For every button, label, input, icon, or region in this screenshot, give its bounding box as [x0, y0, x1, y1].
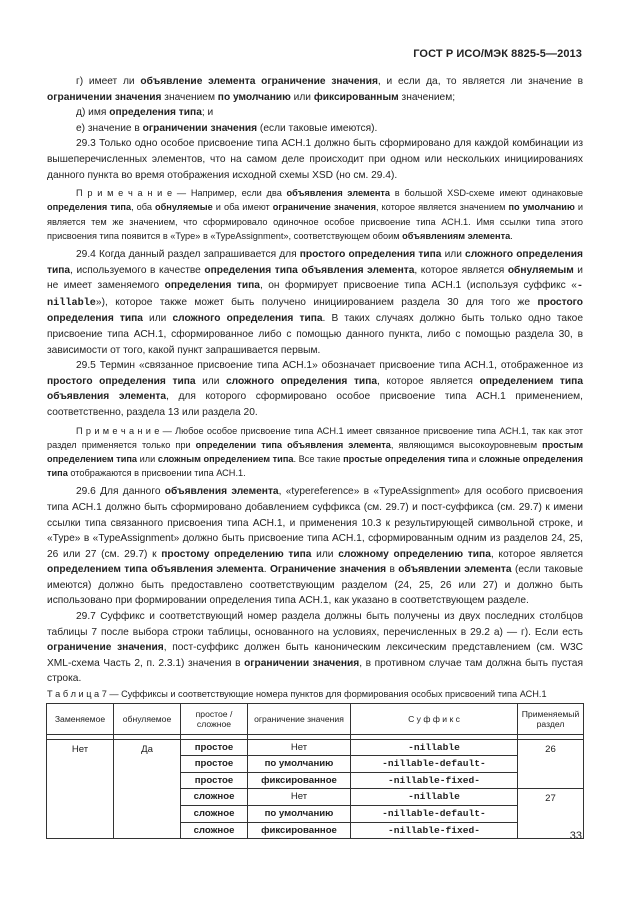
paragraph-e: е) значение в ограничении значения (если таковые имеются). — [76, 122, 378, 134]
cell-nillable: Да — [114, 739, 181, 839]
paragraph-29-7: 29.7 Суффикс и соответствующий номер раздела должны быть получены из двух последних столбцов таблицы 7 после выбора строки таблицы, основанного на условиях, перечисленных в 29.2 а) — г). Если есть ограничение значения, пост-суффикс должен быть каноническим лексическим представлением (см. W3C XML-схема Часть 2, п. 2.3.1) значения в ограничении значения, в противном случае там должна быть пустая строка. — [47, 611, 583, 685]
cell-constraint: фиксированное — [248, 772, 351, 789]
cell-suffix: -nillable — [351, 789, 518, 806]
cell-kind: сложное — [181, 806, 248, 823]
cell-replaceable: Нет — [47, 739, 114, 839]
col-header-nillable: обнуляемое — [114, 703, 181, 734]
cell-kind: простое — [181, 739, 248, 756]
col-header-simple-complex: простое / сложное — [181, 703, 248, 734]
table-caption: Т а б л и ц а 7 — Суффиксы и соответствующие номера пунктов для формирования особых присвоений типа АСН.1 — [47, 689, 547, 700]
cell-constraint: Нет — [248, 789, 351, 806]
cell-suffix: -nillable — [351, 739, 518, 756]
col-header-suffix: С у ф ф и к с — [351, 703, 518, 734]
cell-constraint: по умолчанию — [248, 806, 351, 823]
cell-kind: простое — [181, 772, 248, 789]
page-number: 33 — [569, 830, 582, 842]
table-row — [47, 739, 584, 756]
cell-clause: 27 — [518, 789, 584, 839]
paragraph-g: г) имеет ли объявление элемента ограничение значения, и если да, то является ли значение в ограничении значения значением по умолчанию или фиксированным значением; — [47, 76, 583, 103]
cell-suffix: -nillable-default- — [351, 756, 518, 773]
col-header-value-constraint: ограничение значения — [248, 703, 351, 734]
cell-clause: 26 — [518, 739, 584, 789]
cell-kind: сложное — [181, 789, 248, 806]
table-header-row — [47, 703, 584, 734]
cell-kind: простое — [181, 756, 248, 773]
document-body — [47, 74, 583, 839]
cell-constraint: фиксированное — [248, 822, 351, 839]
note-1: П р и м е ч а н и е — Например, если два объявления элемента в большой XSD-схеме имеют одинаковые определения типа, оба обнуляемые и оба имеют ограничение значения, которое является значением по умолчанию и является тем же значением, что сформировало одиночное особое присвоение типа АСН.1. Имя ссылки типа этого присвоения типа появится в «Type» в «TypeAssignment», соответствующем обоим объявлениям элемента. — [47, 188, 583, 241]
paragraph-d: д) имя определения типа; и — [76, 107, 214, 119]
cell-constraint: по умолчанию — [248, 756, 351, 773]
cell-suffix: -nillable-fixed- — [351, 772, 518, 789]
paragraph-29-3: 29.3 Только одно особое присвоение типа АСН.1 должно быть сформировано для каждой комбинации из вышеперечисленных элементов, что на самом деле происходит при одном или нескольких инициированиях данного пункта во время отображения исходной схемы XSD (но см. 29.4). — [47, 138, 583, 181]
paragraph-29-6: 29.6 Для данного объявления элемента, «typereference» в «TypeAssignment» для особого присвоения типа АСН.1 должно быть сформировано добавлением суффикса (см. 29.7) и пост-суффикса (см. 29.7) к имени ссылки типа связанного присвоения типа АСН.1, и применения 10.3 к результирующей символьной строке, и «Type» в «TypeAssignment» должно быть присвоение типа АСН.1, сформированным одним из разделов 24, 25, 26 или 27 (см. 29.7) к простому определению типа или сложному определению типа, которое является определением типа объявления элемента. Ограничение значения в объявлении элемента (если таковые имеются) должно быть предоставлено соответствующим разделом (24, 25, 26 или 27) и должно быть использовано при формировании определения типа АСН.1, как указано в соответствующем разделе. — [47, 486, 583, 607]
col-header-clause: Применяемый раздел — [518, 703, 584, 734]
cell-suffix: -nillable-default- — [351, 806, 518, 823]
cell-constraint: Нет — [248, 739, 351, 756]
note-2: П р и м е ч а н и е — Любое особое присвоение типа АСН.1 имеет связанное присвоение типа АСН.1, так как этот раздел применяется только при определении типа объявления элемента, являющимся высокоуровневым простым определением типа или сложным определением типа. Все такие простые определения типа и сложные определения типа отображаются в присвоении типа АСН.1. — [47, 425, 583, 479]
cell-kind: сложное — [181, 822, 248, 839]
paragraph-29-5: 29.5 Термин «связанное присвоение типа АСН.1» обозначает присвоение типа АСН.1, отображенное из простого определения типа или сложного определения типа, которое является определением типа объявления элемента, для которого сформировано особое присвоение типа АСН.1 применением, соответственно, раздела 13 или раздела 20. — [47, 360, 583, 418]
document-header: ГОСТ Р ИСО/МЭК 8825-5—2013 — [413, 48, 582, 60]
cell-suffix: -nillable-fixed- — [351, 822, 518, 839]
col-header-replaceable: Заменяемое — [47, 703, 114, 734]
suffix-table — [46, 703, 584, 840]
paragraph-29-4: 29.4 Когда данный раздел запрашивается для простого определения типа или сложного определения типа, используемого в качестве определения типа объявления элемента, которое является обнуляемым и не имеет заменяемого определения типа, он формирует присвоение типа АСН.1 (используя суффикс «-nillable»), которое также может быть получено инициированием раздела 30 для того же простого определения типа или сложного определения типа. В таких случаях должно быть только одно такое присвоение типа АСН.1, сформированное либо с помощью данного пункта, либо с помощью раздела 30, в зависимости от того, какой пункт запрашивается первым. — [47, 248, 583, 356]
